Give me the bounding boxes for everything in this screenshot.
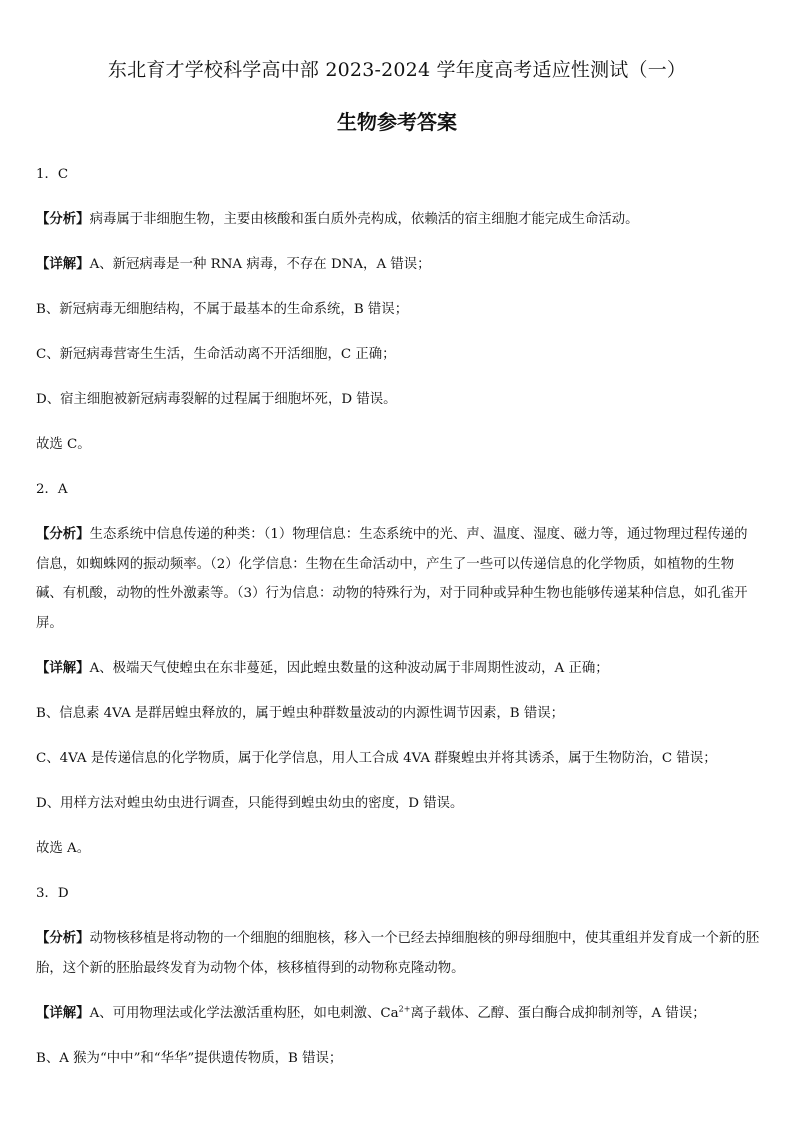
analysis-text: 病毒属于非细胞生物，主要由核酸和蛋白质外壳构成，依赖活的宿主细胞才能完成生命活动。	[89, 212, 639, 227]
analysis-tag: 【分析】	[36, 211, 90, 227]
conclusion-2: 故选 A。	[36, 841, 91, 856]
detail-1	[36, 250, 760, 279]
analysis-tag: 【分析】	[36, 526, 90, 542]
detail-3	[36, 999, 760, 1028]
answer-2: 2．A	[36, 482, 68, 497]
analysis-3	[36, 924, 760, 983]
analysis-tag: 【分析】	[36, 930, 90, 946]
analysis-text: 动物核移植是将动物的一个细胞的细胞核，移入一个已经去掉细胞核的卵母细胞中，使其重组并发育成一个新的胚胎，这个新的胚胎最终发育为动物个体，核移植得到的动物称克隆动物。	[36, 931, 760, 976]
analysis-text: 生态系统中信息传递的种类：（1）物理信息：生态系统中的光、声、温度、湿度、磁力等，通过物理过程传递的信息，如蜘蛛网的振动频率。（2）化学信息：生物在生命活动中，产生了一些可以传递信息的化学物质，如植物的生物碱、有机酸，动物的性外激素等。（3）行为信息：动物的特殊行为，对于同种或异种生物也能够传递某种信息，如孔雀开屏。	[36, 527, 748, 631]
detail-text: A、极端天气使蝗虫在东非蔓延，因此蝗虫数量的这种波动属于非周期性波动，A 正确；	[89, 661, 609, 676]
answer-1: 1．C	[36, 167, 69, 182]
option-line: C、新冠病毒营寄生生活，生命活动离不开活细胞，C 正确；	[36, 347, 396, 362]
option-line: D、宿主细胞被新冠病毒裂解的过程属于细胞坏死，D 错误。	[36, 392, 397, 407]
option-line: B、A 猴为“中中”和“华华”提供遗传物质，B 错误；	[36, 1051, 343, 1066]
analysis-1	[36, 205, 760, 234]
detail-text-post: 离子载体、乙醇、蛋白酶合成抑制剂等，A 错误；	[410, 1006, 706, 1021]
option-line: B、信息素 4VA 是群居蝗虫释放的，属于蝗虫种群数量波动的内源性调节因素，B 错误；	[36, 706, 565, 721]
option-line: B、新冠病毒无细胞结构，不属于最基本的生命系统，B 错误；	[36, 302, 409, 317]
option-line: C、4VA 是传递信息的化学物质，属于化学信息，用人工合成 4VA 群聚蝗虫并将其诱杀，属于生物防治，C 错误；	[36, 751, 717, 766]
conclusion-1: 故选 C。	[36, 437, 91, 452]
ion-charge: 2+	[398, 1004, 411, 1014]
detail-tag: 【详解】	[36, 660, 90, 676]
analysis-2	[36, 520, 760, 638]
document-title: 东北育才学校科学高中部 2023-2024 学年度高考适应性测试（一）	[107, 59, 687, 81]
option-line: D、用样方法对蝗虫幼虫进行调查，只能得到蝗虫幼虫的密度，D 错误。	[36, 796, 464, 811]
detail-tag: 【详解】	[36, 1005, 90, 1021]
answer-content	[36, 160, 760, 1089]
detail-text: A、新冠病毒是一种 RNA 病毒，不存在 DNA，A 错误；	[89, 257, 431, 272]
detail-2	[36, 654, 760, 683]
answer-3: 3．D	[36, 886, 69, 901]
document-subtitle: 生物参考答案	[337, 110, 457, 134]
detail-tag: 【详解】	[36, 256, 90, 272]
detail-text-pre: A、可用物理法或化学法激活重构胚，如电刺激、Ca	[89, 1006, 399, 1021]
